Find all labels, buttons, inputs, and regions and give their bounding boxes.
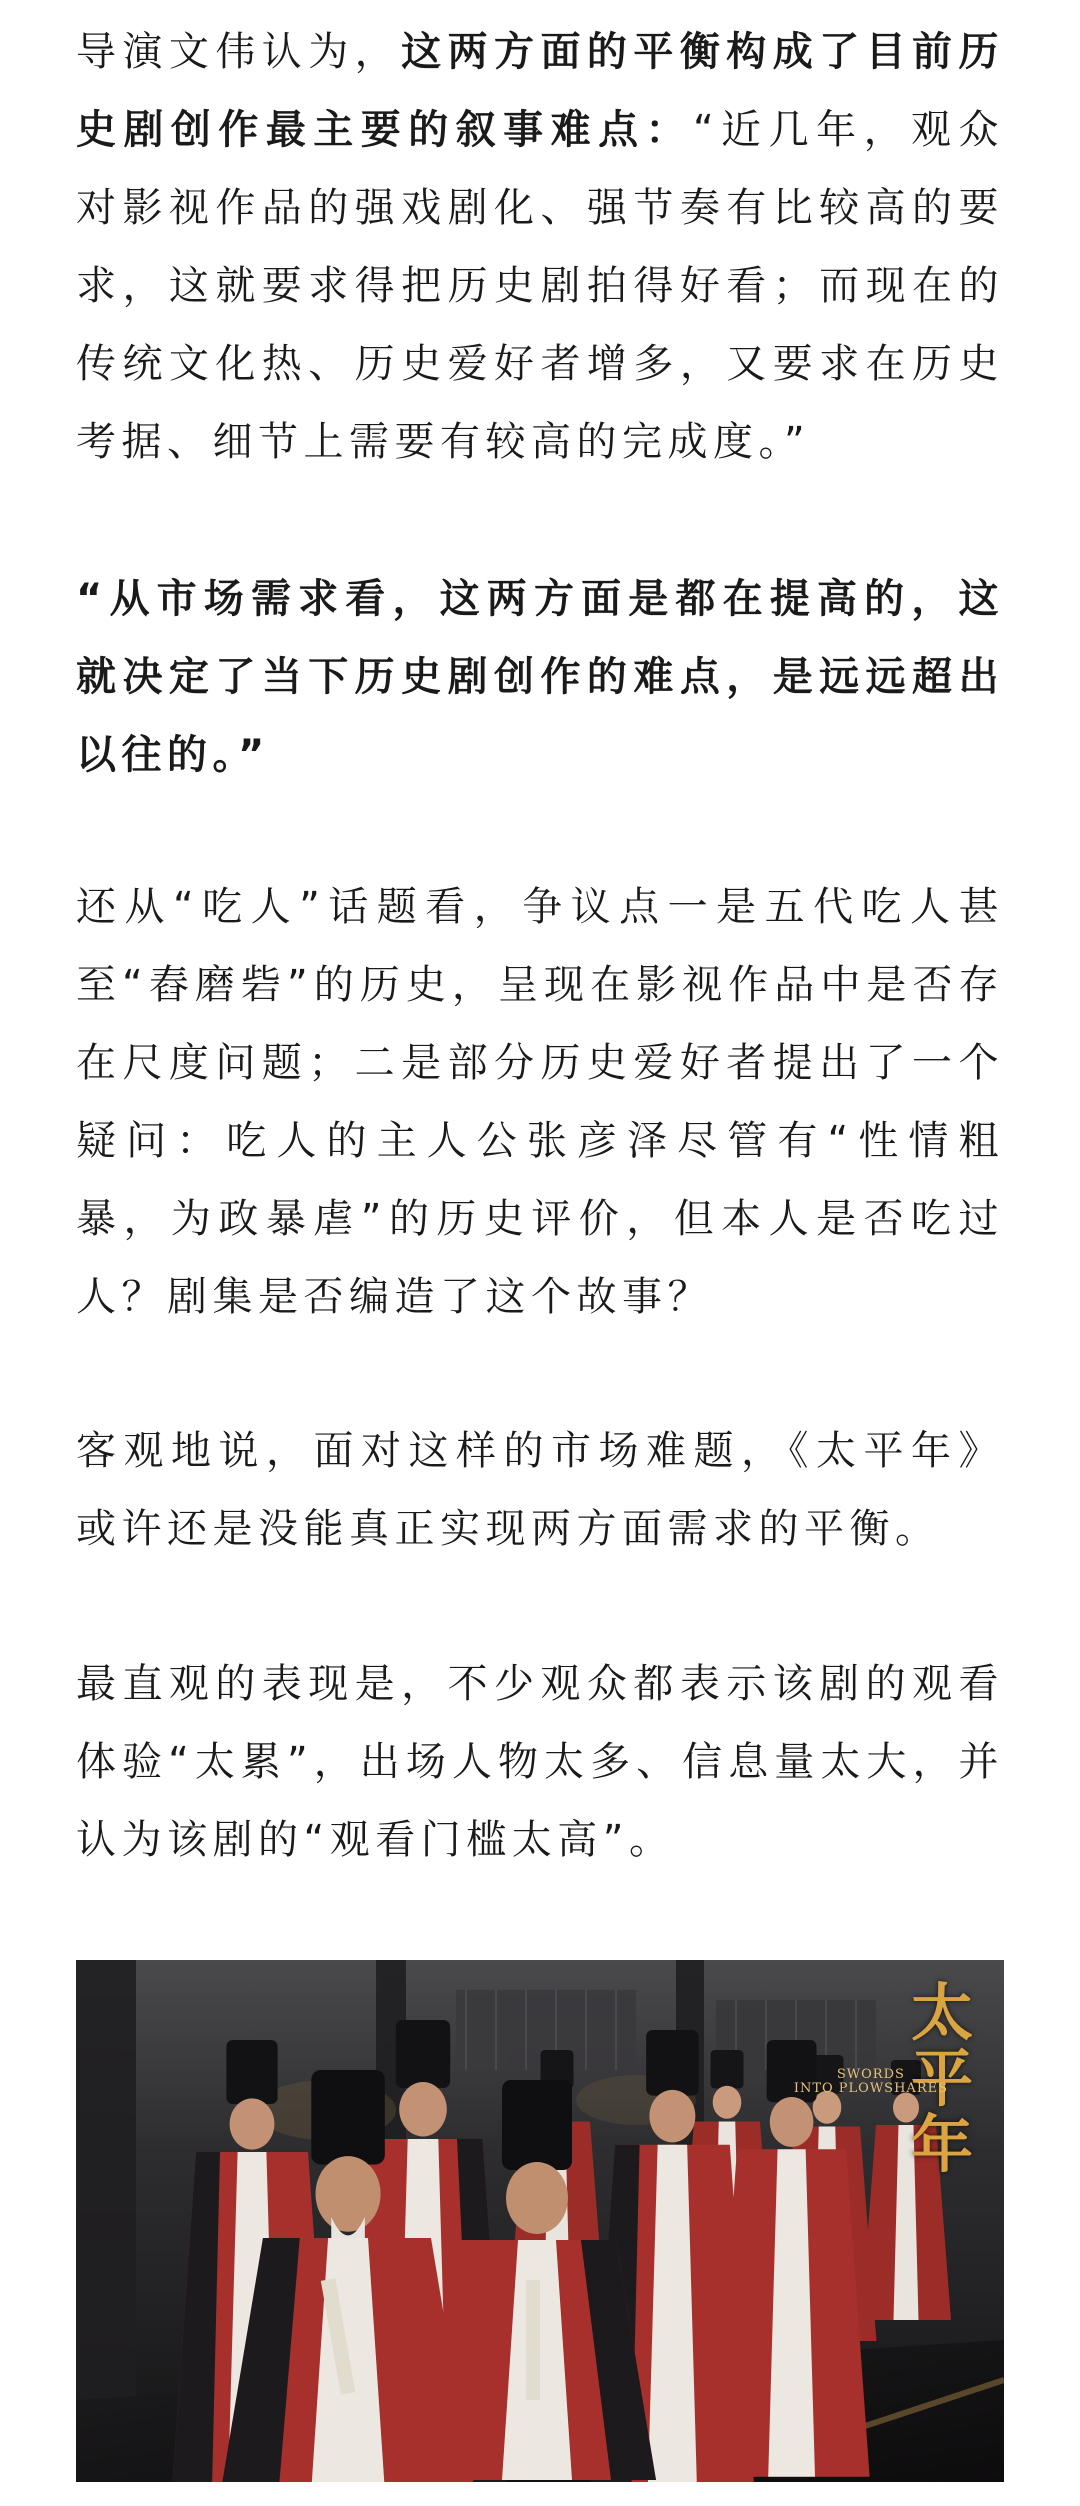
- title-char-1: 太: [910, 1976, 973, 2049]
- english-title-line-2: INTO PLOWSHARES: [793, 2081, 948, 2096]
- english-title-line-1: SWORDS: [836, 2067, 905, 2082]
- paragraph-2-quote: “从市场需求看，这两方面是都在提高的，这就决定了当下历史剧创作的难点，是远远超出以往的。”: [76, 576, 1004, 778]
- paragraph-3: 还从“吃人”话题看，争议点一是五代吃人甚至“舂磨砦”的历史，呈现在影视作品中是否存在尺度问题；二是部分历史爱好者提出了一个疑问：吃人的主人公张彦泽尽管有“性情粗暴，为政暴虐”的历史评价，但本人是否吃过人？剧集是否编造了这个故事？: [76, 884, 1004, 1320]
- photo-scene: [76, 1960, 1004, 2482]
- paragraph-1-rest: “近几年，观众对影视作品的强戏剧化、强节奏有比较高的要求，这就要求得把历史剧拍得好看；而现在的传统文化热、历史爱好者增多，又要求在历史考据、细节上需要有较高的完成度。”: [76, 107, 1004, 465]
- title-char-3: 年: [910, 2108, 973, 2181]
- paragraph-1-bold: 这两方面的平衡构成了目前历史剧创作最主要的叙事难点：: [76, 29, 1005, 153]
- drama-english-title: [794, 2068, 948, 2096]
- article-photo[interactable]: [76, 1960, 1004, 2482]
- paragraph-1: [76, 13, 1004, 481]
- title-char-2: 平: [910, 2042, 973, 2115]
- paragraph-1-lead: 导演文伟认为，: [76, 29, 402, 75]
- paragraph-4: 客观地说，面对这样的市场难题，《太平年》或许还是没能真正实现两方面需求的平衡。: [76, 1428, 1004, 1552]
- paragraph-5: 最直观的表现是，不少观众都表示该剧的观看体验“太累”，出场人物太多、信息量太大，并认为该剧的“观看门槛太高”。: [76, 1661, 1004, 1863]
